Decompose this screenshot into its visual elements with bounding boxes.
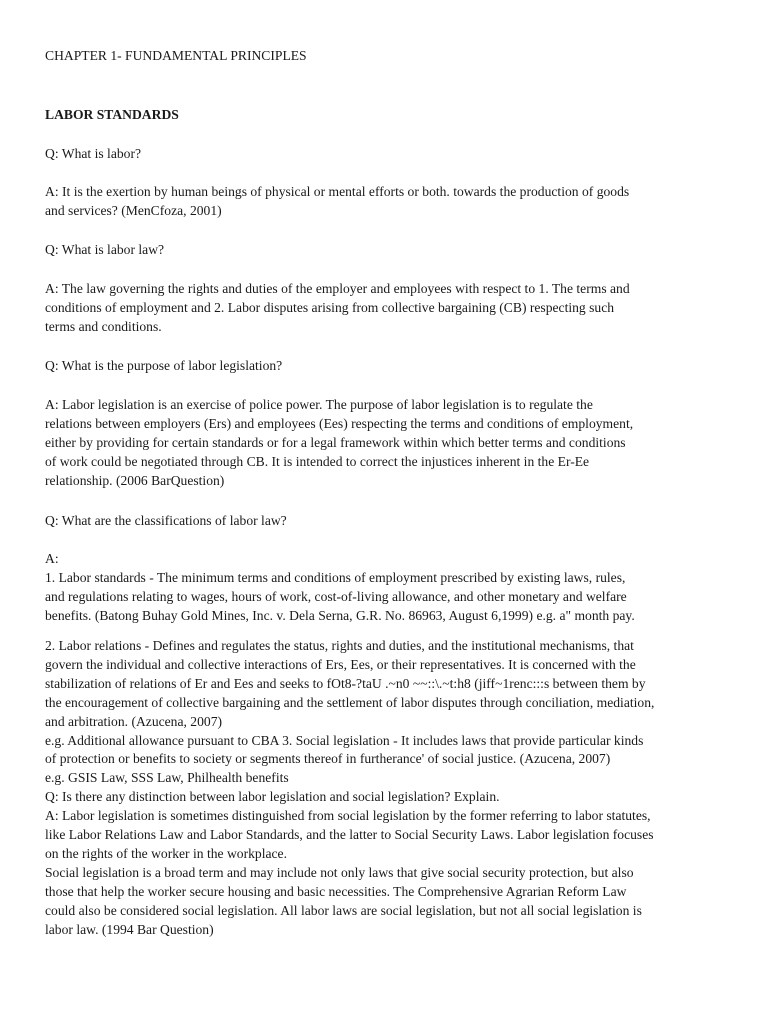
answer-line: and services? (MenCfoza, 2001) bbox=[45, 202, 222, 218]
answer-line: govern the individual and collective interactions of Ers, Ees, or their representatives. It is concerned with the bbox=[45, 656, 636, 672]
answer-line: 2. Labor relations - Defines and regulates the status, rights and duties, and the institutional mechanisms, that bbox=[45, 638, 634, 653]
answer-label: A: bbox=[45, 551, 59, 566]
answer-line: either by providing for certain standards or for a legal framework within which better terms and conditions bbox=[45, 434, 626, 450]
question-purpose-of-labor-legislation: Q: What is the purpose of labor legislation? bbox=[45, 358, 283, 373]
answer-line: conditions of employment and 2. Labor disputes arising from collective bargaining (CB) respecting such bbox=[45, 299, 615, 315]
answer-line: A: The law governing the rights and duties of the employer and employees with respect to 1. The terms and bbox=[45, 281, 630, 296]
answer-line: relationship. (2006 BarQuestion) bbox=[45, 472, 225, 488]
answer-line: like Labor Relations Law and Labor Standards, and the latter to Social Security Laws. Labor legislation focuses bbox=[45, 827, 654, 843]
answer-line: and arbitration. (Azucena, 2007) bbox=[45, 713, 223, 729]
answer-line: stabilization of relations of Er and Ees and seeks to fOt8-?taU .~n0 ~~::\.~t:h8 (jiff~1renc:::s between them by bbox=[45, 675, 646, 691]
answer-line: on the rights of the worker in the workplace. bbox=[45, 845, 287, 861]
answer-line: benefits. (Batong Buhay Gold Mines, Inc. v. Dela Serna, G.R. No. 86963, August 6,1999) e.g. a" month pay. bbox=[45, 607, 635, 623]
answer-what-is-labor bbox=[45, 183, 735, 221]
answer-line: and regulations relating to wages, hours of work, cost-of-living allowance, and other monetary and welfare bbox=[45, 588, 627, 604]
answer-purpose-of-labor-legislation bbox=[45, 396, 735, 491]
chapter-heading: CHAPTER 1- FUNDAMENTAL PRINCIPLES bbox=[45, 48, 307, 63]
question-what-is-labor-law: Q: What is labor law? bbox=[45, 242, 165, 257]
answer-line: A: Labor legislation is an exercise of police power. The purpose of labor legislation is to regulate the bbox=[45, 397, 593, 412]
answer-line: A: Labor legislation is sometimes distinguished from social legislation by the former referring to labor statutes, bbox=[45, 808, 651, 824]
answer-line: could also be considered social legislation. All labor laws are social legislation, but not all social legislation is bbox=[45, 902, 642, 918]
answer-line: 1. Labor standards - The minimum terms and conditions of employment prescribed by existing laws, rules, bbox=[45, 570, 626, 585]
answer-line: the encouragement of collective bargaining and the settlement of labor disputes through conciliation, mediation, bbox=[45, 694, 655, 710]
answer-what-is-labor-law bbox=[45, 280, 735, 337]
answer-line: e.g. GSIS Law, SSS Law, Philhealth benefits bbox=[45, 770, 289, 786]
answer-line: those that help the worker secure housing and basic necessities. The Comprehensive Agrarian Reform Law bbox=[45, 883, 627, 899]
question-classifications-of-labor-law: Q: What are the classifications of labor law? bbox=[45, 513, 287, 528]
answer-item-labor-standards bbox=[45, 569, 735, 626]
section-heading: LABOR STANDARDS bbox=[45, 107, 179, 122]
question-what-is-labor: Q: What is labor? bbox=[45, 146, 142, 161]
answer-line: of work could be negotiated through CB. It is intended to correct the injustices inherent in the Er-Ee bbox=[45, 453, 590, 469]
answer-line: terms and conditions. bbox=[45, 318, 162, 334]
answer-line: Social legislation is a broad term and may include not only laws that give social security protection, but also bbox=[45, 864, 634, 880]
answer-item-labor-relations bbox=[45, 637, 735, 940]
answer-line: e.g. Additional allowance pursuant to CBA 3. Social legislation - It includes laws that provide particular kinds bbox=[45, 732, 644, 748]
answer-line: relations between employers (Ers) and employees (Ees) respecting the terms and conditions of employment, bbox=[45, 415, 634, 431]
answer-line: A: It is the exertion by human beings of physical or mental efforts or both. towards the production of goods bbox=[45, 184, 630, 199]
answer-line: of protection or benefits to society or segments thereof in furtherance' of social justice. (Azucena, 2007) bbox=[45, 751, 611, 767]
answer-line: Q: Is there any distinction between labor legislation and social legislation? Explain. bbox=[45, 789, 500, 805]
answer-line: labor law. (1994 Bar Question) bbox=[45, 921, 214, 937]
